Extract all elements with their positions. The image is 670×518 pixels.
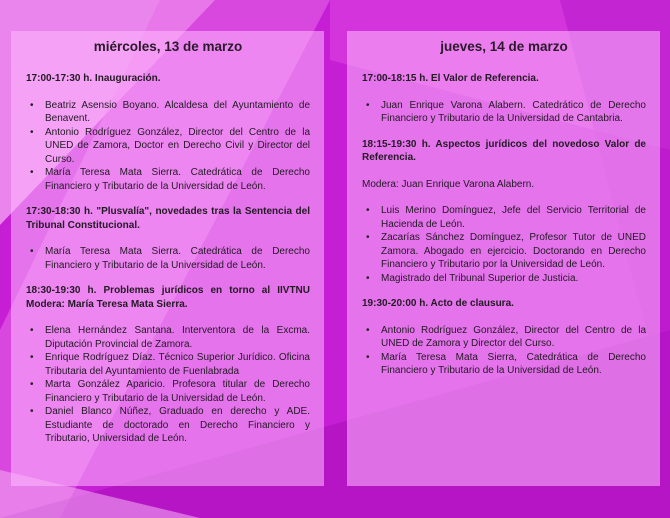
speaker-item: • Marta González Aparicio. Profesora titular de Derecho Financiero y Tributario de la Universidad de León.: [26, 378, 310, 405]
speaker-item: • Enrique Rodríguez Díaz. Técnico Superior Jurídico. Oficina Tributaria del Ayuntamiento de Fuenlabrada: [26, 351, 310, 378]
speaker-list: [26, 324, 310, 446]
speaker-item: • Antonio Rodríguez González, Director del Centro de la UNED de Zamora y Director del Curso.: [362, 324, 646, 351]
speaker-item: • Daniel Blanco Núñez, Graduado en derecho y ADE. Estudiante de doctorado en Derecho Financiero y Tributario, Universidad de León.: [26, 405, 310, 446]
speaker-item: • María Teresa Mata Sierra, Catedrática de Derecho Financiero y Tributario de la Universidad de León.: [362, 351, 646, 378]
speaker-list: [26, 245, 310, 272]
session-moderator: Modera: Juan Enrique Varona Alabern.: [362, 178, 535, 190]
speaker-item: • Juan Enrique Varona Alabern. Catedrático de Derecho Financiero y Tributario de la Universidad de Cantabria.: [362, 99, 646, 126]
session-aspectos-juridicos: [362, 138, 646, 286]
day-title: miércoles, 13 de marzo: [93, 39, 243, 54]
session-clausura: [362, 297, 646, 378]
speaker-item: • María Teresa Mata Sierra. Catedrática de Derecho Financiero y Tributario de la Universidad de León.: [26, 166, 310, 193]
speaker-item: • Magistrado del Tribunal Superior de Justicia.: [362, 272, 646, 286]
session-title: 19:30-20:00 h. Acto de clausura.: [362, 298, 514, 309]
day-title: jueves, 14 de marzo: [440, 39, 568, 54]
session-title: 18:15-19:30 h. Aspectos jurídicos del novedoso Valor de Referencia.: [362, 138, 646, 163]
speaker-item: • María Teresa Mata Sierra. Catedrática de Derecho Financiero y Tributario de la Universidad de León.: [26, 245, 310, 272]
session-title: 17:30-18:30 h. "Plusvalía", novedades tras la Sentencia del Tribunal Constitucional.: [26, 206, 310, 231]
speaker-list: [362, 204, 646, 285]
session-title: 17:00-18:15 h. El Valor de Referencia.: [362, 73, 539, 84]
session-inauguracion: [26, 72, 310, 193]
speaker-item: • Elena Hernández Santana. Interventora de la Excma. Diputación Provincial de Zamora.: [26, 324, 310, 351]
speaker-list: [26, 99, 310, 194]
speaker-list: [362, 99, 646, 126]
day-panel-thursday: [347, 31, 660, 486]
speaker-list: [362, 324, 646, 378]
speaker-item: • Beatriz Asensio Boyano. Alcaldesa del Ayuntamiento de Benavent.: [26, 99, 310, 126]
session-problemas-iivtnu: [26, 284, 310, 446]
speaker-item: • Zacarías Sánchez Domínguez, Profesor Tutor de UNED Zamora. Abogado en ejercicio. Doctorando en Derecho Financiero y Tributario por la Universidad de León.: [362, 231, 646, 272]
session-title: 17:00-17:30 h. Inauguración.: [26, 73, 161, 84]
speaker-item: • Luis Merino Domínguez, Jefe del Servicio Territorial de Hacienda de León.: [362, 204, 646, 231]
session-title: 18:30-19:30 h. Problemas jurídicos en torno al IIVTNU Modera: María Teresa Mata Sierra.: [26, 285, 310, 310]
day-panel-wednesday: [11, 31, 324, 486]
speaker-item: • Antonio Rodríguez González, Director del Centro de la UNED de Zamora, Doctor en Derecho Civil y Director del Curso.: [26, 126, 310, 167]
session-valor-referencia: [362, 72, 646, 126]
session-plusvalia: [26, 205, 310, 272]
